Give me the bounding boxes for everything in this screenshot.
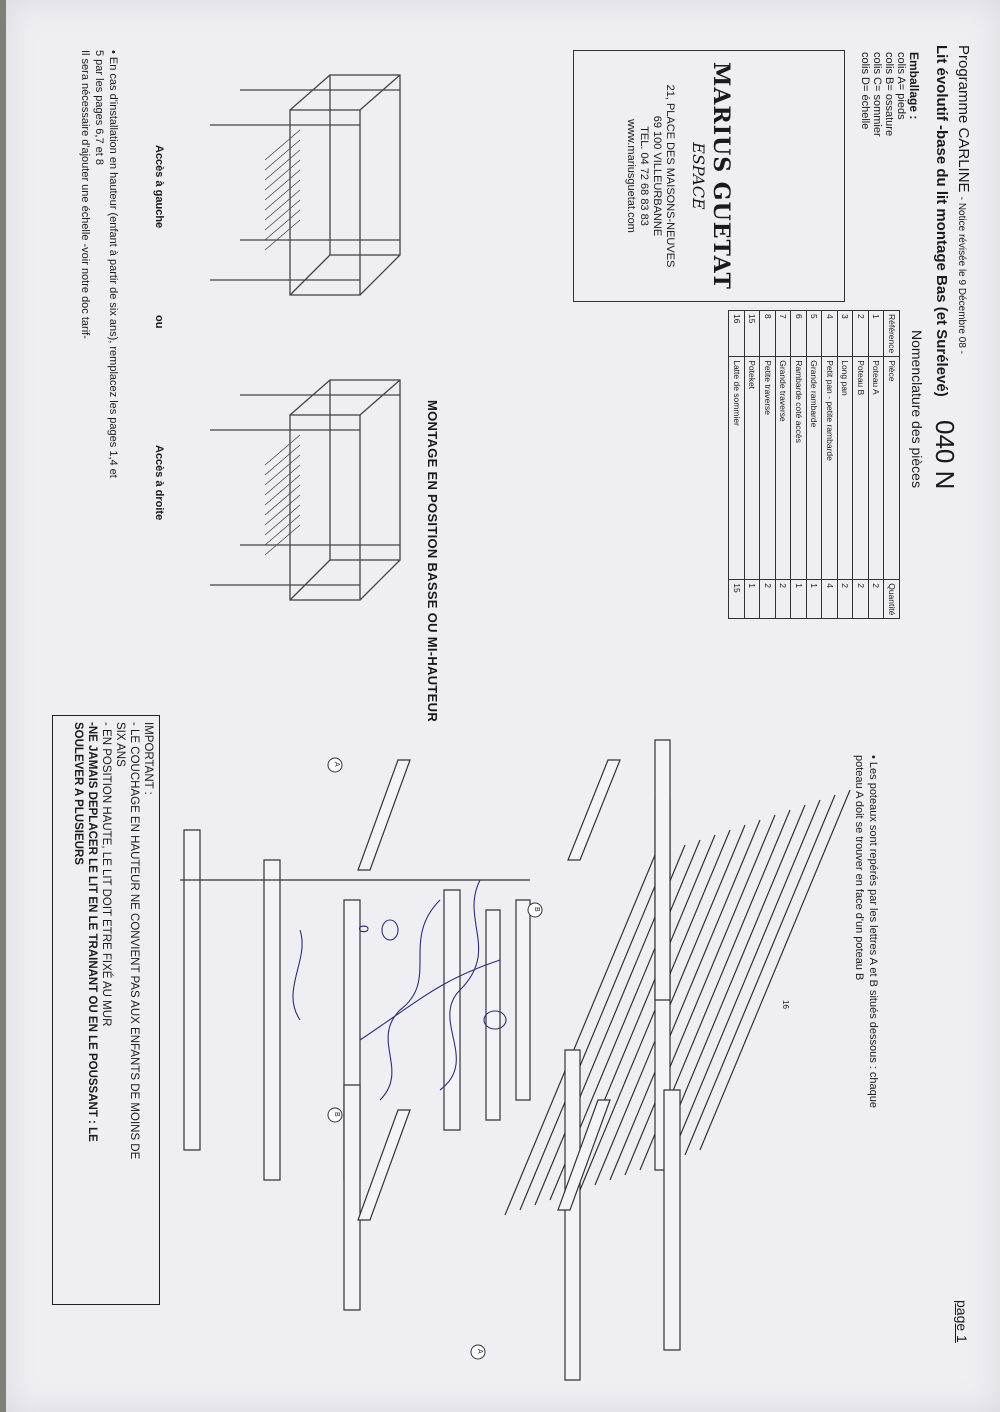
posts-note-line: poteau A doit se trouver en face d'un poteau B xyxy=(853,755,865,981)
table-cell: 6 xyxy=(791,311,807,357)
important-line: SIX ANS xyxy=(114,722,126,767)
table-cell: Poteket xyxy=(745,357,761,580)
montage-title: MONTAGE EN POSITION BASSE OU MI-HAUTEUR xyxy=(425,400,440,723)
handwritten-mark: 0 xyxy=(356,925,372,933)
table-cell: 4 xyxy=(822,580,838,619)
table-cell: 3 xyxy=(838,311,854,357)
packaging-item: colis A= pieds xyxy=(895,52,907,120)
table-cell: Rambarde coté accès xyxy=(791,357,807,580)
table-cell: Petit pan - petite rambarde xyxy=(822,357,838,580)
table-cell: 2 xyxy=(853,311,869,357)
document-title: Lit évolutif -base du lit montage Bas (et Surélevé) xyxy=(933,45,950,397)
post-b-label: B xyxy=(533,907,540,912)
installation-note-line: Il sera nécessaire d'ajouter une échelle -voir notre doc tarif- xyxy=(79,50,91,339)
table-cell: 16 xyxy=(729,311,745,357)
table-cell: 8 xyxy=(760,311,776,357)
important-box xyxy=(52,715,160,1305)
reference-number: 040 N xyxy=(930,420,960,490)
important-title: IMPORTANT : xyxy=(142,722,154,795)
posts-note-line: • Les poteaux sont repérés par les lettres A et B situés dessous : chaque xyxy=(867,755,879,1109)
table-cell: 1 xyxy=(745,580,761,619)
header-cell: Pièce xyxy=(884,357,900,580)
access-or-label: ou xyxy=(153,315,165,329)
bed-right-drawing xyxy=(210,380,400,600)
important-line: - EN POSITION HAUTE, LE LIT DOIT ETRE FIXÉ AU MUR xyxy=(100,722,112,1027)
table-cell: Grande traverse xyxy=(776,357,792,580)
table-cell: Long pan xyxy=(838,357,854,580)
rotated-page xyxy=(6,0,1000,1412)
company-website: www.mariusguetat.com xyxy=(625,119,637,233)
packaging-item: colis C= sommier xyxy=(871,52,883,137)
post-a-label: A xyxy=(333,762,340,767)
post-b-label: B xyxy=(333,1112,340,1117)
bed-left-drawing xyxy=(210,75,400,295)
table-cell: 4 xyxy=(822,311,838,357)
installation-note xyxy=(78,50,120,478)
table-cell: 2 xyxy=(838,580,854,619)
post-a-label: A xyxy=(476,1349,483,1354)
table-cell: 2 xyxy=(853,580,869,619)
table-cell: Grande rambarde xyxy=(807,357,823,580)
document-sheet xyxy=(6,0,1000,1412)
table-cell: 1 xyxy=(807,580,823,619)
packaging-item: colis D= échelle xyxy=(859,52,871,130)
company-address: 21, PLACE DES MAISONS-NEUVES xyxy=(664,84,676,268)
page-number: page 1 xyxy=(954,1300,970,1343)
table-cell: 2 xyxy=(776,580,792,619)
company-name: MARIUS GUETAT xyxy=(708,62,734,290)
table-cell: Latte de sommier xyxy=(729,357,745,580)
handwritten-scribbles xyxy=(293,880,506,1100)
installation-note-line: 5 par les pages 6,7 et 8 xyxy=(93,50,105,165)
installation-note-line: • En cas d'installation en hauteur (enfant à partir de six ans), remplacez les pages 1,4 et xyxy=(107,50,119,478)
access-right-label: Accès à droite xyxy=(153,445,165,521)
table-cell: 5 xyxy=(807,311,823,357)
table-cell: 1 xyxy=(791,580,807,619)
header-cell: Référence xyxy=(884,311,900,357)
program-name: Programme CARLINE xyxy=(955,45,972,193)
table-cell: 15 xyxy=(729,580,745,619)
nomenclature-title: Nomenclature des pièces xyxy=(909,330,925,488)
company-tag: ESPACE xyxy=(689,142,708,210)
table-cell: 7 xyxy=(776,311,792,357)
table-cell: 15 xyxy=(745,311,761,357)
header-cell: Quantité xyxy=(884,580,900,619)
access-left-label: Accès à gauche xyxy=(153,145,165,229)
important-line: SOULEVER A PLUSIEURS xyxy=(72,722,84,865)
revision-notice: - Notice révisée le 9 Décembre 08 - xyxy=(956,196,967,355)
table-cell: 2 xyxy=(869,580,885,619)
table-cell: 2 xyxy=(760,580,776,619)
exploded-diagram xyxy=(180,740,850,1380)
packaging-label: Emballage : xyxy=(907,52,921,120)
table-cell: Poteau A xyxy=(869,357,885,580)
posts-note xyxy=(852,755,880,1108)
table-cell: 1 xyxy=(869,311,885,357)
company-city: 69 100 VILLEURBANNE xyxy=(651,115,663,237)
table-cell: Poteau B xyxy=(853,357,869,580)
table-cell: Petite traverse xyxy=(760,357,776,580)
important-line: -NE JAMAIS DEPLACER LE LIT EN LE TRAINANT OU EN LE POUSSANT : LE xyxy=(86,722,98,1142)
important-line: - LE COUCHAGE EN HAUTEUR NE CONVIENT PAS AUX ENFANTS DE MOINS DE xyxy=(128,722,140,1160)
slat-count-label: 16 xyxy=(781,1000,790,1009)
company-phone: TEL. 04 72 68 83 83 xyxy=(638,126,650,226)
packaging-item: colis B= ossature xyxy=(883,52,895,137)
